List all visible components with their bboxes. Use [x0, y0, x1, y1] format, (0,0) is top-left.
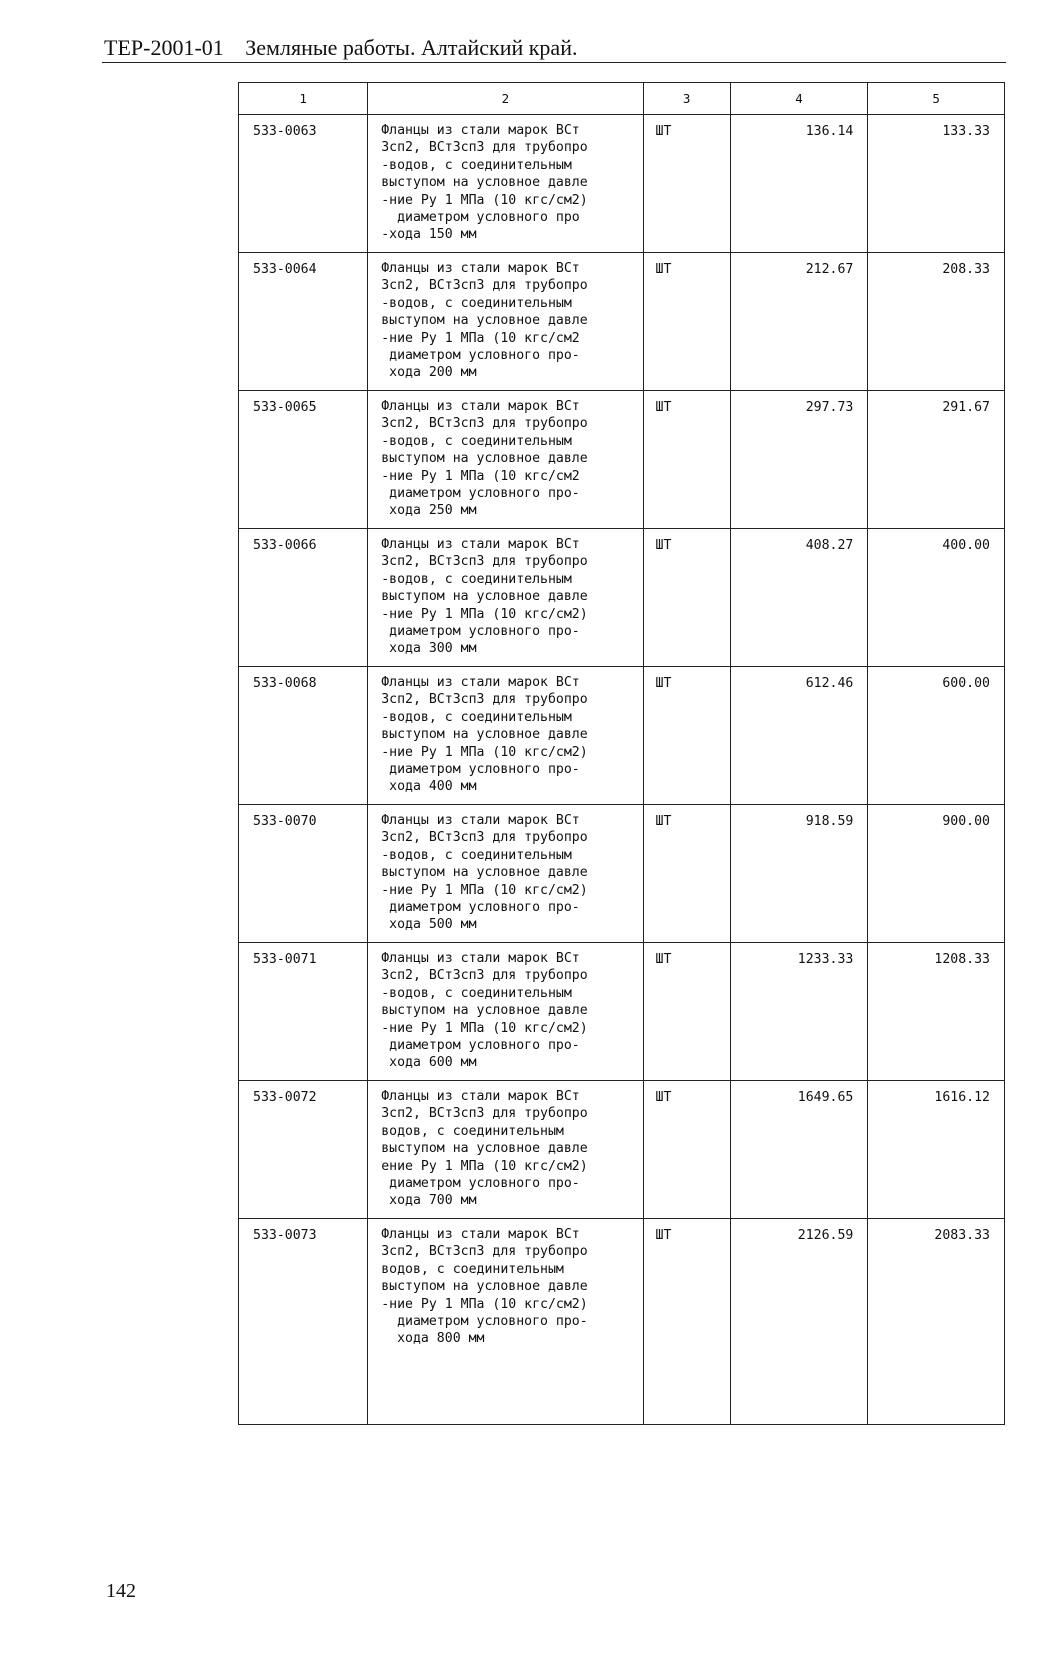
item-description: Фланцы из стали марок ВСт 3сп2, ВСт3сп3 для трубопро -водов, с соединительным выступом на условное давле -ние Ру 1 МПа (10 кгс/см2) диаметром условного про- хода 600 мм — [381, 951, 588, 1071]
table-row — [239, 943, 1005, 1081]
value-4-cell — [730, 667, 868, 805]
code-cell — [239, 391, 368, 529]
item-unit: ШТ — [655, 538, 672, 553]
value-5-cell — [868, 115, 1005, 253]
value-4-cell — [730, 1219, 868, 1425]
item-value-4: 1649.65 — [797, 1090, 854, 1105]
document-code: ТЕР-2001-01 — [104, 35, 224, 60]
item-value-5: 900.00 — [942, 814, 990, 829]
description-cell — [368, 1081, 643, 1219]
value-5-cell — [868, 805, 1005, 943]
item-unit: ШТ — [655, 676, 672, 691]
header-rule — [102, 62, 1006, 63]
item-value-4: 2126.59 — [797, 1228, 854, 1243]
unit-cell — [643, 667, 730, 805]
item-value-4: 297.73 — [805, 400, 854, 415]
table-row — [239, 253, 1005, 391]
value-5-cell — [868, 943, 1005, 1081]
item-unit: ШТ — [655, 952, 672, 967]
code-cell — [239, 943, 368, 1081]
value-4-cell — [730, 391, 868, 529]
value-5-cell — [868, 667, 1005, 805]
item-description: Фланцы из стали марок ВСт 3сп2, ВСт3сп3 для трубопро -водов, с соединительным выступом на условное давле -ние Ру 1 МПа (10 кгс/см2 диаметром условного про- хода 200 мм — [381, 261, 588, 381]
page-header — [104, 34, 577, 62]
value-5-cell — [868, 391, 1005, 529]
item-description: Фланцы из стали марок ВСт 3сп2, ВСт3сп3 для трубопро водов, с соединительным выступом на условное давле ение Ру 1 МПа (10 кгс/см2) диаметром условного про- хода 700 мм — [381, 1089, 588, 1209]
item-description: Фланцы из стали марок ВСт 3сп2, ВСт3сп3 для трубопро -водов, с соединительным выступом на условное давле -ние Ру 1 МПа (10 кгс/см2) диаметром условного про- хода 400 мм — [381, 675, 588, 795]
item-value-5: 2083.33 — [934, 1228, 990, 1243]
table-row — [239, 115, 1005, 253]
item-code: 533-0072 — [253, 1090, 317, 1105]
item-code: 533-0071 — [253, 952, 317, 967]
description-cell — [368, 1219, 643, 1425]
description-cell — [368, 391, 643, 529]
item-description: Фланцы из стали марок ВСт 3сп2, ВСт3сп3 для трубопро -водов, с соединительным выступом на условное давле -ние Ру 1 МПа (10 кгс/см2) диаметром условного про- хода 500 мм — [381, 813, 588, 933]
item-value-5: 1616.12 — [934, 1090, 990, 1105]
table-row — [239, 529, 1005, 667]
item-value-4: 136.14 — [805, 124, 854, 139]
value-5-cell — [868, 529, 1005, 667]
item-code: 533-0073 — [253, 1228, 317, 1243]
item-code: 533-0068 — [253, 676, 317, 691]
table-row — [239, 1219, 1005, 1425]
description-cell — [368, 529, 643, 667]
table-row — [239, 667, 1005, 805]
item-value-4: 212.67 — [805, 262, 854, 277]
unit-cell — [643, 115, 730, 253]
item-value-4: 1233.33 — [797, 952, 854, 967]
item-unit: ШТ — [655, 814, 672, 829]
value-4-cell — [730, 115, 868, 253]
description-cell — [368, 667, 643, 805]
code-cell — [239, 253, 368, 391]
item-value-5: 400.00 — [942, 538, 990, 553]
description-cell — [368, 943, 643, 1081]
code-cell — [239, 805, 368, 943]
value-5-cell — [868, 253, 1005, 391]
item-value-4: 612.46 — [805, 676, 854, 691]
unit-cell — [643, 1219, 730, 1425]
item-value-5: 291.67 — [942, 400, 990, 415]
column-header-3: 3 — [643, 83, 730, 115]
code-cell — [239, 529, 368, 667]
item-value-5: 133.33 — [942, 124, 990, 139]
item-unit: ШТ — [655, 1090, 672, 1105]
item-value-4: 918.59 — [805, 814, 854, 829]
table-row — [239, 391, 1005, 529]
page-number: 142 — [106, 1580, 136, 1602]
item-description: Фланцы из стали марок ВСт 3сп2, ВСт3сп3 для трубопро -водов, с соединительным выступом на условное давле -ние Ру 1 МПа (10 кгс/см2 диаметром условного про- хода 250 мм — [381, 399, 588, 519]
item-description: Фланцы из стали марок ВСт 3сп2, ВСт3сп3 для трубопро водов, с соединительным выступом на условное давле -ние Ру 1 МПа (10 кгс/см2) диаметром условного про- хода 800 мм — [381, 1227, 588, 1347]
code-cell — [239, 115, 368, 253]
value-5-cell — [868, 1219, 1005, 1425]
unit-cell — [643, 253, 730, 391]
price-table — [238, 82, 1005, 1425]
column-header-5: 5 — [868, 83, 1005, 115]
code-cell — [239, 667, 368, 805]
item-code: 533-0066 — [253, 538, 317, 553]
column-header-1: 1 — [239, 83, 368, 115]
item-unit: ШТ — [655, 1228, 672, 1243]
item-code: 533-0065 — [253, 400, 317, 415]
item-code: 533-0064 — [253, 262, 317, 277]
table-header-row — [239, 83, 1005, 115]
item-code: 533-0063 — [253, 124, 317, 139]
unit-cell — [643, 529, 730, 667]
item-unit: ШТ — [655, 262, 672, 277]
unit-cell — [643, 805, 730, 943]
unit-cell — [643, 943, 730, 1081]
table-row — [239, 805, 1005, 943]
column-header-4: 4 — [730, 83, 868, 115]
item-unit: ШТ — [655, 400, 672, 415]
value-5-cell — [868, 1081, 1005, 1219]
value-4-cell — [730, 1081, 868, 1219]
value-4-cell — [730, 529, 868, 667]
column-header-2: 2 — [368, 83, 643, 115]
code-cell — [239, 1081, 368, 1219]
item-code: 533-0070 — [253, 814, 317, 829]
item-description: Фланцы из стали марок ВСт 3сп2, ВСт3сп3 для трубопро -водов, с соединительным выступом на условное давле -ние Ру 1 МПа (10 кгс/см2) диаметром условного про -хода 150 мм — [381, 123, 588, 243]
item-unit: ШТ — [655, 124, 672, 139]
description-cell — [368, 115, 643, 253]
item-value-5: 1208.33 — [934, 952, 990, 967]
description-cell — [368, 805, 643, 943]
document-title: Земляные работы. Алтайский край. — [245, 35, 578, 60]
item-value-5: 208.33 — [942, 262, 990, 277]
item-value-5: 600.00 — [942, 676, 990, 691]
unit-cell — [643, 391, 730, 529]
value-4-cell — [730, 805, 868, 943]
item-description: Фланцы из стали марок ВСт 3сп2, ВСт3сп3 для трубопро -водов, с соединительным выступом на условное давле -ние Ру 1 МПа (10 кгс/см2) диаметром условного про- хода 300 мм — [381, 537, 588, 657]
item-value-4: 408.27 — [805, 538, 854, 553]
description-cell — [368, 253, 643, 391]
value-4-cell — [730, 943, 868, 1081]
value-4-cell — [730, 253, 868, 391]
code-cell — [239, 1219, 368, 1425]
table-row — [239, 1081, 1005, 1219]
unit-cell — [643, 1081, 730, 1219]
